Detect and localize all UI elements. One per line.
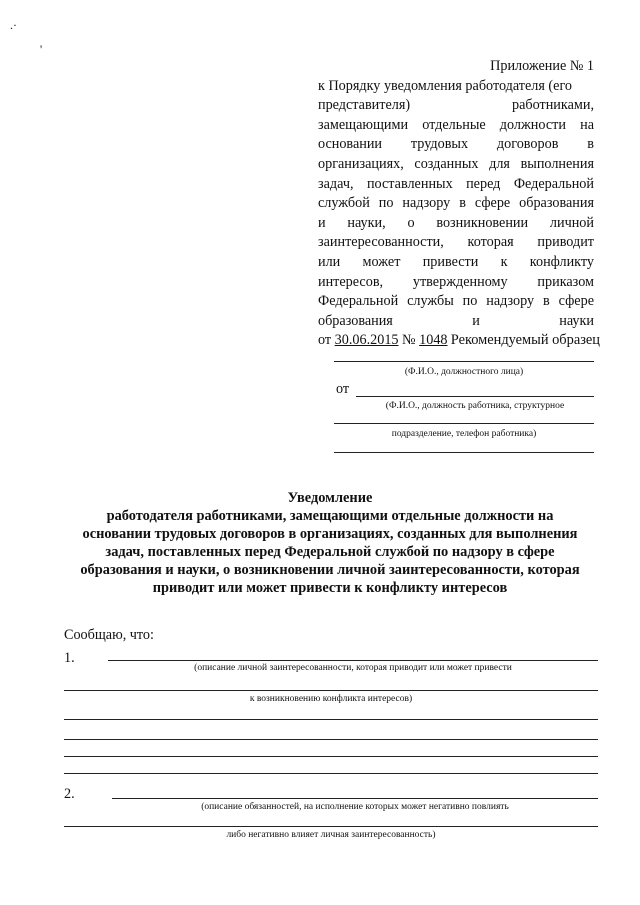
item-1-line-4[interactable] bbox=[64, 739, 598, 740]
appendix-line-4: организациях, созданных для выполнения bbox=[318, 155, 594, 172]
item-2-line-1[interactable] bbox=[112, 798, 598, 799]
item-1-line-2[interactable] bbox=[64, 690, 598, 691]
appendix-line-9: или может привести к конфликту bbox=[318, 253, 594, 270]
appendix-line-7: и науки, о возникновении личной bbox=[318, 214, 594, 231]
item-1-hint-2: к возникновению конфликта интересов) bbox=[249, 694, 413, 704]
appendix-line-0: к Порядку уведомления работодателя (его bbox=[318, 77, 573, 94]
item-1-line-1[interactable] bbox=[108, 660, 598, 661]
item-2-number: 2. bbox=[64, 786, 75, 802]
appendix-line-6: службой по надзору в сфере образования bbox=[318, 195, 594, 212]
order-prefix: от bbox=[318, 332, 332, 349]
recommended-sample-label: Рекомендуемый образец bbox=[450, 332, 600, 348]
item-1-line-5[interactable] bbox=[64, 756, 598, 757]
appendix-line-11: Федеральной службы по надзору в сфере bbox=[318, 293, 594, 310]
order-number: 1048 bbox=[419, 332, 448, 349]
notice-title: Уведомление bbox=[287, 490, 373, 506]
notice-subtitle-1: работодателя работниками, замещающими отдельные должности на bbox=[106, 508, 554, 524]
appendix-line-8: заинтересованности, которая приводит bbox=[318, 234, 594, 251]
from-label: от bbox=[336, 381, 350, 397]
notice-subtitle-4: образования и науки, о возникновении личной заинтересованности, которая bbox=[80, 562, 580, 578]
appendix-line-10: интересов, утвержденному приказом bbox=[318, 273, 594, 290]
appendix-line-2: замещающими отдельные должности на bbox=[318, 116, 594, 133]
item-2-hint-2: либо негативно влияет личная заинтересованность) bbox=[226, 830, 436, 840]
sender-line-3[interactable] bbox=[334, 452, 594, 453]
notice-subtitle-3: задач, поставленных перед Федеральной службой по надзору в сфере bbox=[105, 544, 555, 560]
item-2-line-2[interactable] bbox=[64, 826, 598, 827]
appendix-title: Приложение № 1 bbox=[490, 58, 594, 74]
appendix-line-5: задач, поставленных перед Федеральной bbox=[318, 175, 594, 192]
appendix-block bbox=[318, 57, 594, 351]
appendix-line-3: основании трудовых договоров в bbox=[318, 136, 594, 153]
item-2-hint-1: (описание обязанностей, на исполнение которых может негативно повлиять bbox=[201, 802, 509, 812]
order-number-sign: № bbox=[402, 332, 416, 349]
notice-subtitle-5: приводит или может привести к конфликту интересов bbox=[152, 580, 508, 596]
intro-text: Сообщаю, что: bbox=[64, 627, 154, 643]
item-1-number: 1. bbox=[64, 650, 75, 666]
scan-mark-2: ' bbox=[40, 42, 43, 56]
sender-line[interactable] bbox=[356, 396, 594, 397]
order-date: 30.06.2015 bbox=[334, 332, 399, 349]
item-1-hint-1: (описание личной заинтересованности, которая приводит или может привести bbox=[194, 663, 512, 673]
addressee-hint: (Ф.И.О., должностного лица) bbox=[404, 367, 524, 377]
addressee-line[interactable] bbox=[334, 361, 594, 362]
sender-line-2[interactable] bbox=[334, 423, 594, 424]
item-1-line-3[interactable] bbox=[64, 719, 598, 720]
notice-subtitle-2: основании трудовых договоров в организациях, созданных для выполнения bbox=[82, 526, 578, 542]
sender-hint-2: подразделение, телефон работника) bbox=[391, 429, 537, 439]
scan-mark: .· bbox=[10, 18, 17, 32]
appendix-line-12: образования и науки bbox=[318, 312, 594, 329]
item-1-line-6[interactable] bbox=[64, 773, 598, 774]
appendix-line-1: представителя) работниками, bbox=[318, 97, 594, 114]
sender-hint-1: (Ф.И.О., должность работника, структурное bbox=[385, 401, 565, 411]
